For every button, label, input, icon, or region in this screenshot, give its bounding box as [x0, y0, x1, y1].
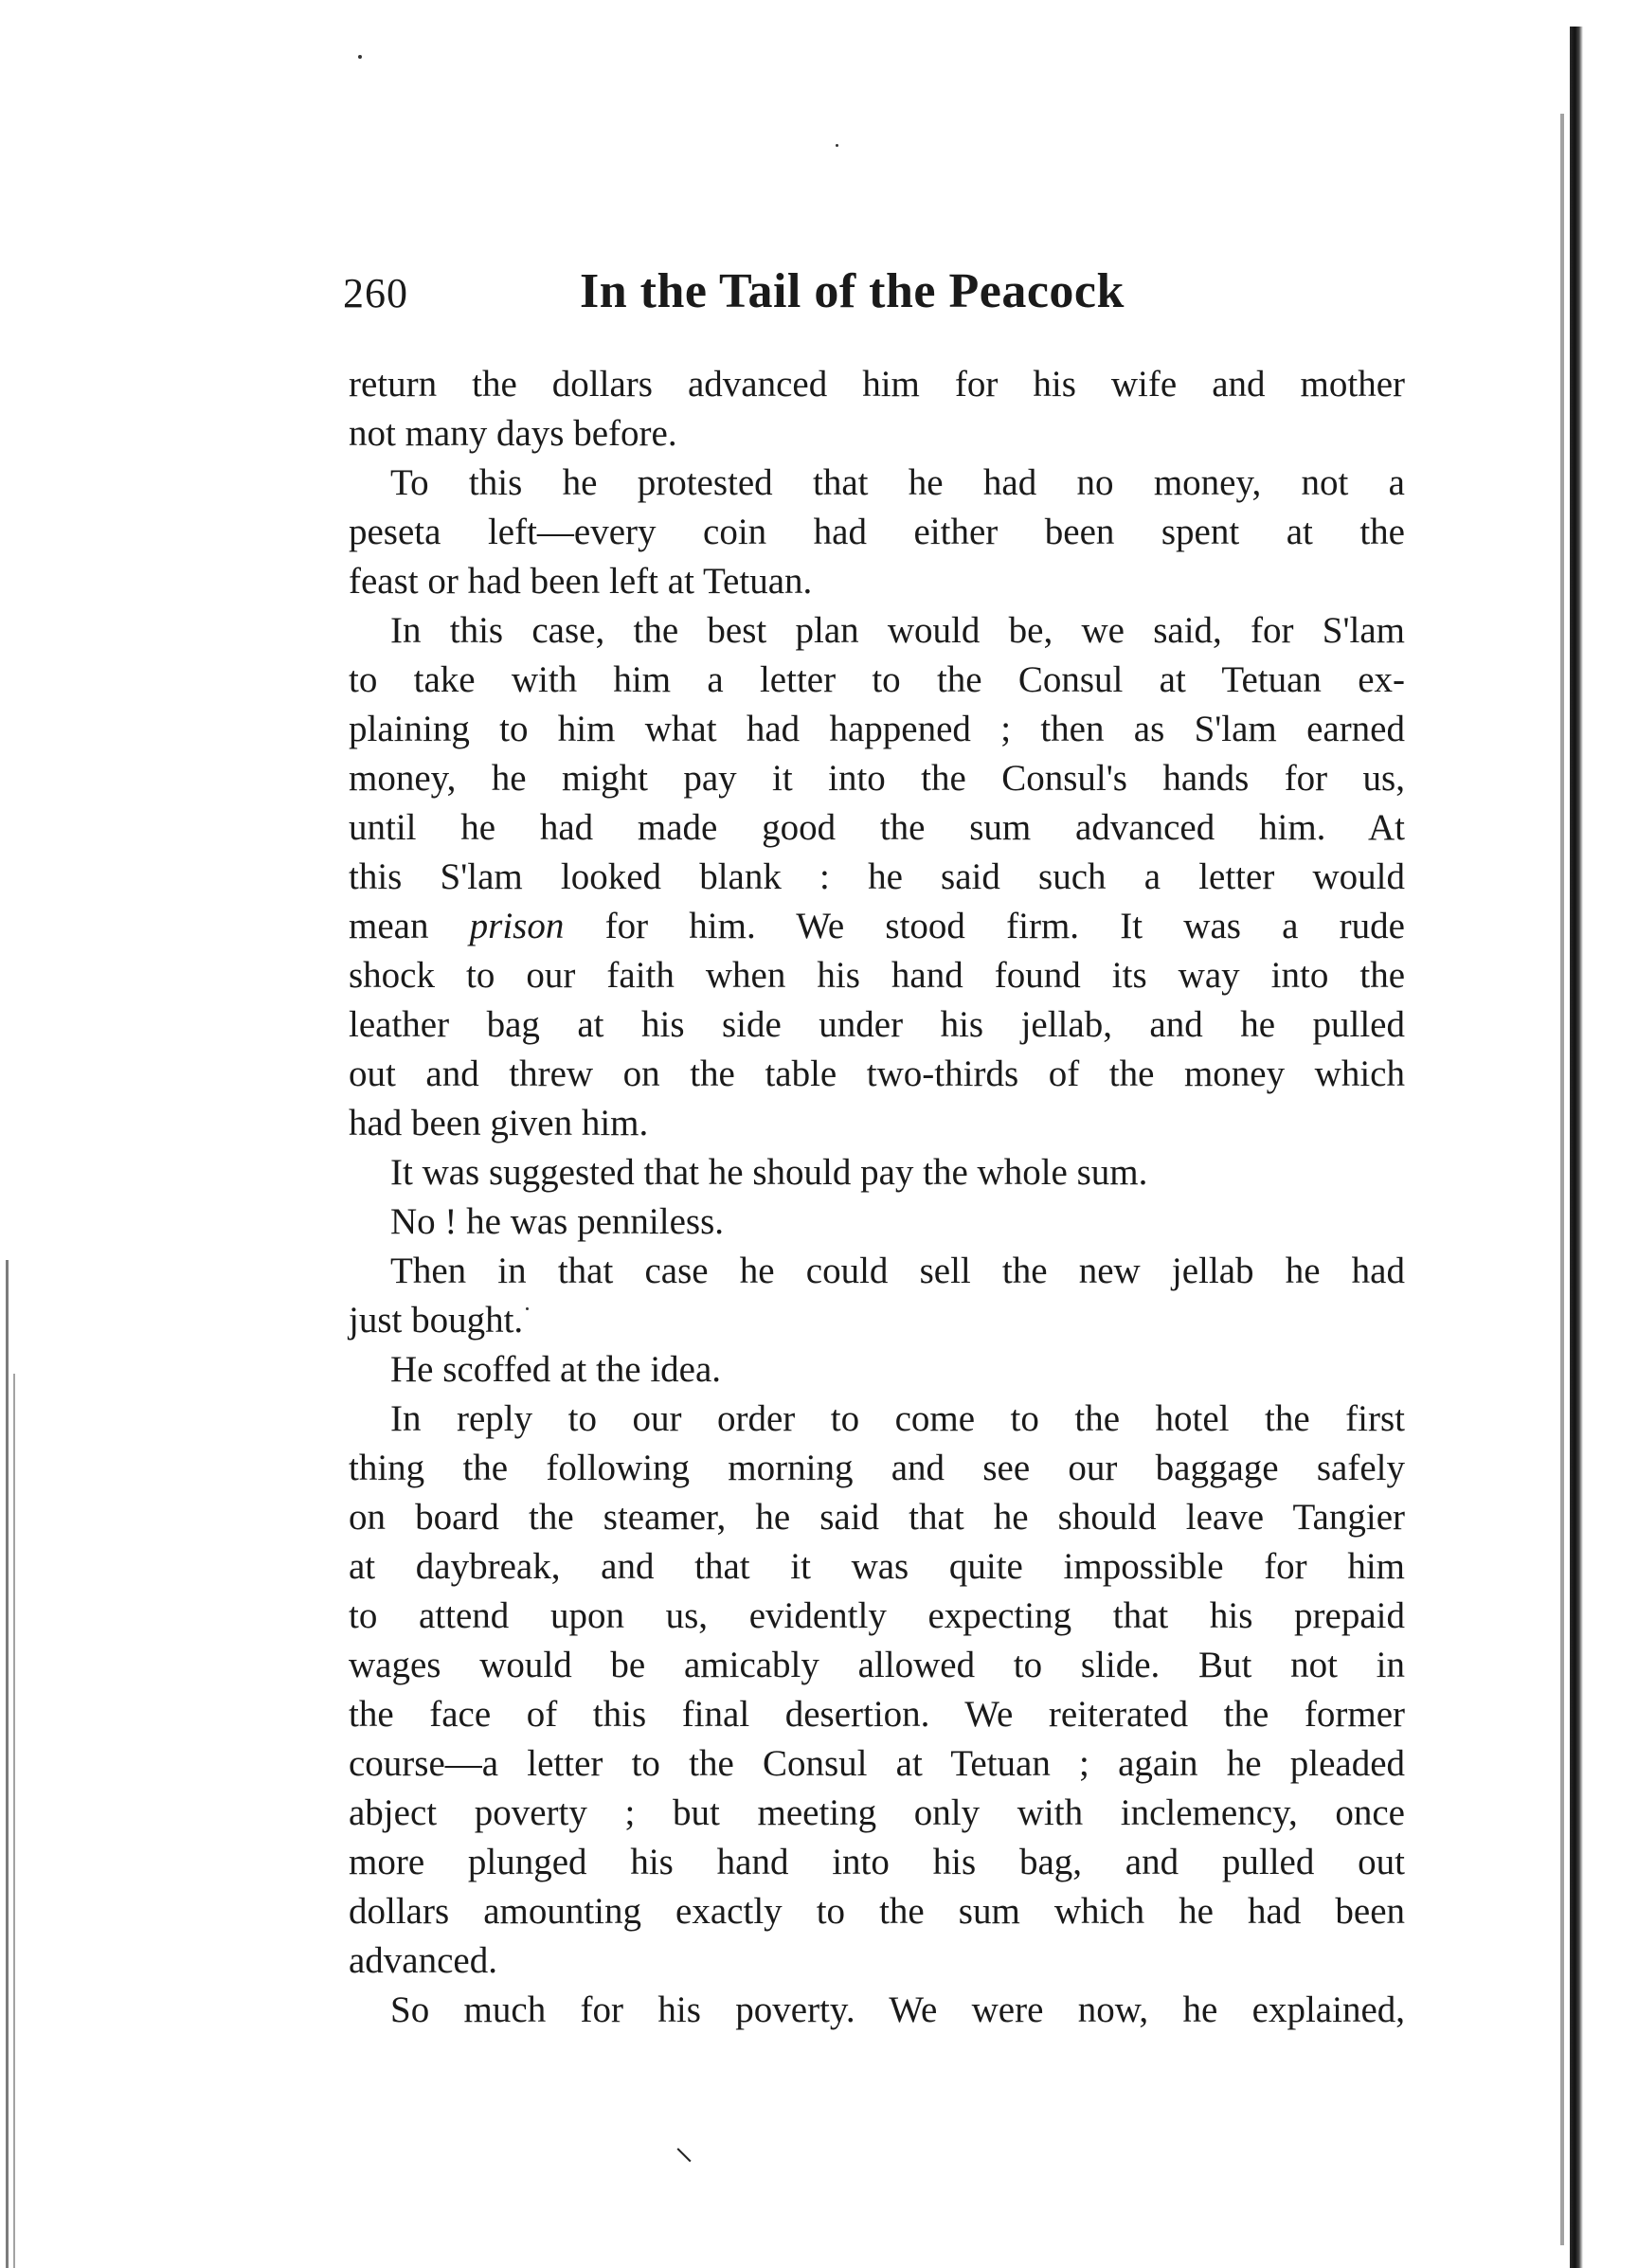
- scan-edge-line-left: [6, 1260, 9, 2268]
- scan-edge-line-left-2: [13, 1374, 15, 2268]
- text-line: plaining to him what had happened ; then as S'lam earned: [349, 709, 1405, 749]
- text-line: To this he protested that he had no money, not a: [390, 462, 1405, 503]
- text-line: had been given him.: [349, 1103, 649, 1143]
- text-line: thing the following morning and see our baggage safely: [349, 1448, 1405, 1488]
- text-line: Then in that case he could sell the new jellab he had: [390, 1251, 1405, 1291]
- text-line: It was suggested that he should pay the whole sum.: [390, 1152, 1148, 1193]
- text-line: advanced.: [349, 1940, 497, 1981]
- text-line: more plunged his hand into his bag, and pulled out: [349, 1842, 1405, 1882]
- text-line: abject poverty ; but meeting only with inclemency, once: [349, 1792, 1405, 1833]
- text-fragment: mean: [349, 906, 470, 946]
- text-line: the face of this final desertion. We reiterated the former: [349, 1694, 1405, 1735]
- text-line: not many days before.: [349, 413, 677, 454]
- running-title: In the Tail of the Peacock: [580, 264, 1125, 318]
- text-line: just bought.: [349, 1300, 524, 1341]
- text-fragment: for him. We stood firm. It was a rude: [564, 906, 1405, 946]
- text-line: He scoffed at the idea.: [390, 1349, 722, 1390]
- page-number: 260: [343, 270, 408, 316]
- scan-speck: [358, 55, 362, 59]
- text-line: money, he might pay it into the Consul's hands for us,: [349, 758, 1405, 799]
- text-line: leather bag at his side under his jellab, and he pulled: [349, 1004, 1405, 1045]
- running-head: [343, 263, 1177, 330]
- text-line: until he had made good the sum advanced him. At: [349, 807, 1405, 848]
- body-text: [349, 360, 1405, 2035]
- text-line: dollars amounting exactly to the sum which he had been: [349, 1891, 1405, 1932]
- scan-binding-shadow-right: [1570, 27, 1583, 2268]
- text-line: out and threw on the table two-thirds of the money which: [349, 1053, 1405, 1094]
- text-line: In this case, the best plan would be, we said, for S'lam: [390, 610, 1405, 651]
- text-line: In reply to our order to come to the hotel the first: [390, 1398, 1405, 1439]
- text-line: this S'lam looked blank : he said such a letter would: [349, 856, 1405, 897]
- scan-binding-line-right: [1560, 114, 1564, 2245]
- text-line: at daybreak, and that it was quite impossible for him: [349, 1546, 1405, 1587]
- text-line: shock to our faith when his hand found its way into the: [349, 955, 1405, 996]
- text-line: to attend upon us, evidently expecting that his prepaid: [349, 1595, 1405, 1636]
- text-line: feast or had been left at Tetuan.: [349, 561, 813, 602]
- text-line: [349, 902, 1405, 951]
- scan-speck: [836, 144, 838, 147]
- text-line: No ! he was penniless.: [390, 1201, 725, 1242]
- text-line: So much for his poverty. We were now, he explained,: [390, 1989, 1405, 2030]
- text-line: on board the steamer, he said that he should leave Tangier: [349, 1497, 1405, 1538]
- text-line: course—a letter to the Consul at Tetuan ; again he pleaded: [349, 1743, 1405, 1784]
- text-line: return the dollars advanced him for his wife and mother: [349, 364, 1405, 405]
- printer-mark: ⸜: [675, 2125, 693, 2168]
- italic-word: prison: [469, 906, 565, 946]
- text-line: peseta left—every coin had either been spent at the: [349, 512, 1405, 552]
- text-line: wages would be amicably allowed to slide. But not in: [349, 1645, 1405, 1685]
- text-line: to take with him a letter to the Consul at Tetuan ex-: [349, 659, 1405, 700]
